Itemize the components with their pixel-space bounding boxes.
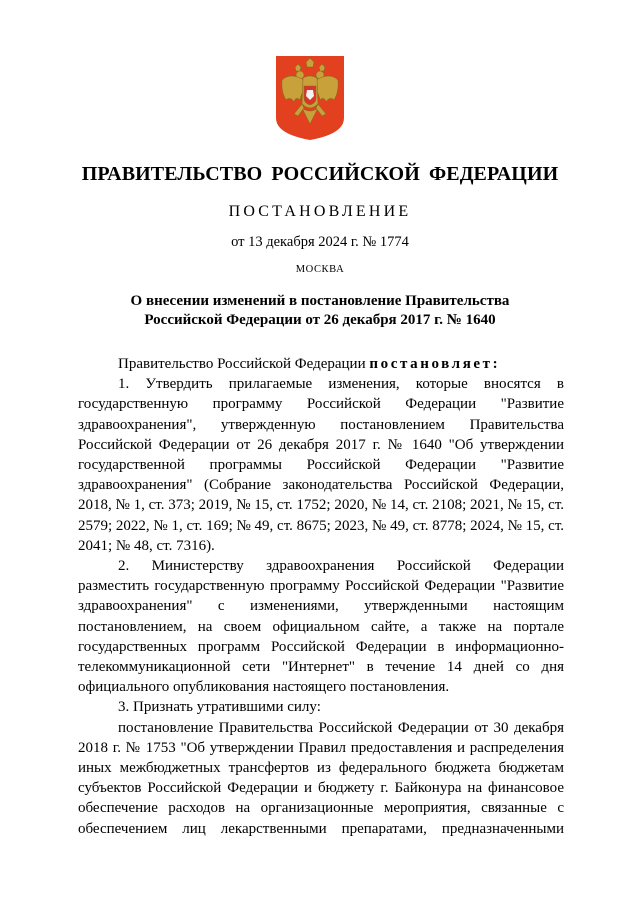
document-date-number: от 13 декабря 2024 г. № 1774 — [231, 234, 409, 250]
government-heading: ПРАВИТЕЛЬСТВО РОССИЙСКОЙ ФЕДЕРАЦИИ — [81, 163, 559, 185]
document-title — [0, 292, 640, 330]
coat-of-arms-icon — [276, 56, 344, 140]
document-city: МОСКВА — [295, 264, 345, 275]
document-type: ПОСТАНОВЛЕНИЕ — [228, 203, 412, 220]
decree-word: постановляет: — [369, 356, 501, 372]
document-title-line: О внесении изменений в постановление Правительства — [130, 293, 510, 309]
preamble-paragraph — [78, 354, 564, 374]
document-body — [78, 354, 564, 839]
preamble-text: Правительство Российской Федерации — [118, 356, 366, 372]
item-3-paragraph: 3. Признать утратившими силу: — [118, 699, 321, 716]
item-3-sub-paragraph: постановление Правительства Российской Федерации от 30 декабря 2018 г. № 1753 "Об утверждении Правил предоставления и распределения иных межбюджетных трансфертов из федерального бюджета бюджетам субъектов Российской Федерации и бюджету г. Байконура на финансовое обеспечение расходов на организационные мероприятия, связанные с обеспечением лиц лекарственными препаратами, предназначенными — [78, 719, 564, 837]
document-title-line: Российской Федерации от 26 декабря 2017 г. № 1640 — [144, 312, 496, 328]
item-2-paragraph: 2. Министерству здравоохранения Российской Федерации разместить государственную программу Российской Федерации "Развитие здравоохранения" с изменениями, утвержденными настоящим постановлением, на своем официальном сайте, а также на портале государственных программ Российской Федерации в информационно-телекоммуникационной сети "Интернет" в течение 14 дней со дня официального опубликования настоящего постановления. — [78, 558, 564, 696]
item-1-paragraph: 1. Утвердить прилагаемые изменения, которые вносятся в государственную программу Российской Федерации "Развитие здравоохранения", утвержденную постановлением Правительства Российской Федерации от 26 декабря 2017 г. № 1640 "Об утверждении государственной программы Российской Федерации "Развитие здравоохранения" (Собрание законодательства Российской Федерации, 2018, № 1, ст. 373; 2019, № 15, ст. 1752; 2020, № 14, ст. 2108; 2021, № 15, ст. 2579; 2022, № 1, ст. 169; № 49, ст. 8675; 2023, № 49, ст. 8778; 2024, № 15, ст. 2041; № 48, ст. 7316). — [78, 376, 565, 554]
